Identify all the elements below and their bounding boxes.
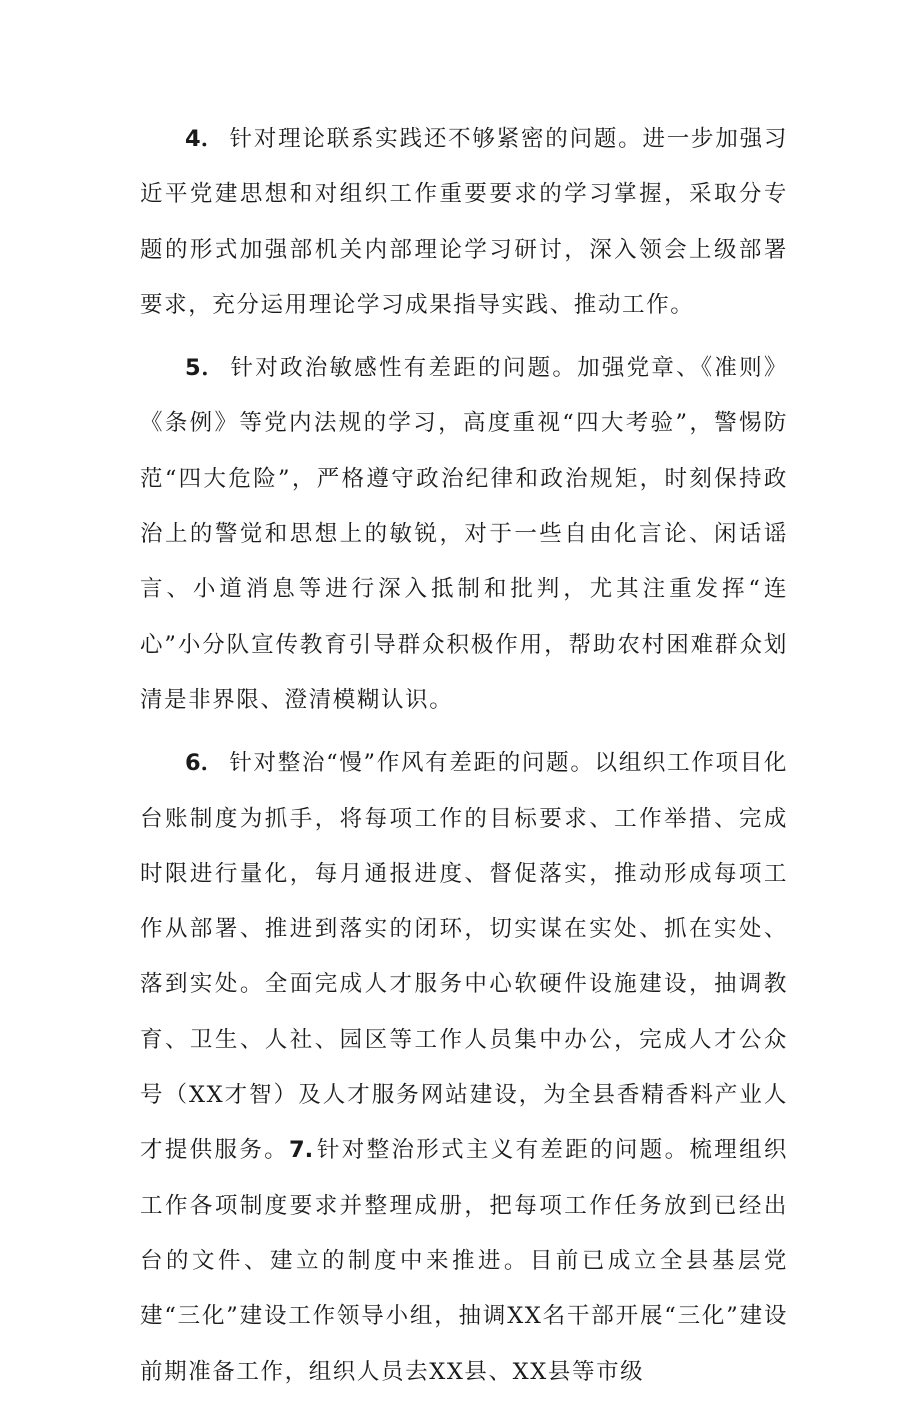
- document-body: [140, 112, 788, 1408]
- paragraph-4: [140, 112, 788, 333]
- paragraph-6-text: 针对整治“慢”作风有差距的问题。以组织工作项目化台账制度为抓手，将每项工作的目标要求、工作举措、完成时限进行量化，每月通报进度、督促落实，推动形成每项工作从部署、推进到落实的闭环，切实谋在实处、抓在实处、落到实处。全面完成人才服务中心软硬件设施建设，抽调教育、卫生、人社、园区等工作人员集中办公，完成人才公众号（XX才智）及人才服务网站建设，为全县香精香料产业人才提供服务。: [140, 750, 789, 1164]
- item-number-6: 6．: [185, 750, 224, 777]
- paragraph-6: [140, 736, 788, 1400]
- paragraph-4-text: 针对理论联系实践还不够紧密的问题。进一步加强习近平党建思想和对组织工作重要要求的学习掌握，采取分专题的形式加强部机关内部理论学习研讨，深入领会上级部署要求，充分运用理论学习成果指导实践、推动工作。: [140, 126, 789, 318]
- item-number-4: 4．: [185, 126, 224, 152]
- paragraph-5: [140, 341, 788, 728]
- paragraph-7-text: 针对整治形式主义有差距的问题。梳理组织工作各项制度要求并整理成册，把每项工作任务放到已经出台的文件、建立的制度中来推进。目前已成立全县基层党建“三化”建设工作领导小组，抽调XX名干部开展“三化”建设前期准备工作，组织人员去XX县、XX县等市级: [140, 1137, 788, 1385]
- item-number-5: 5．: [185, 355, 225, 382]
- paragraph-5-text: 针对政治敏感性有差距的问题。加强党章、《准则》《条例》等党内法规的学习，高度重视“四大考验”，警惕防范“四大危险”，严格遵守政治纪律和政治规矩，时刻保持政治上的警觉和思想上的敏锐，对于一些自由化言论、闲话谣言、小道消息等进行深入抵制和批判，尤其注重发挥“连心”小分队宣传教育引导群众积极作用，帮助农村困难群众划清是非界限、澄清模糊认识。: [140, 355, 789, 713]
- item-number-7: 7.: [289, 1137, 314, 1164]
